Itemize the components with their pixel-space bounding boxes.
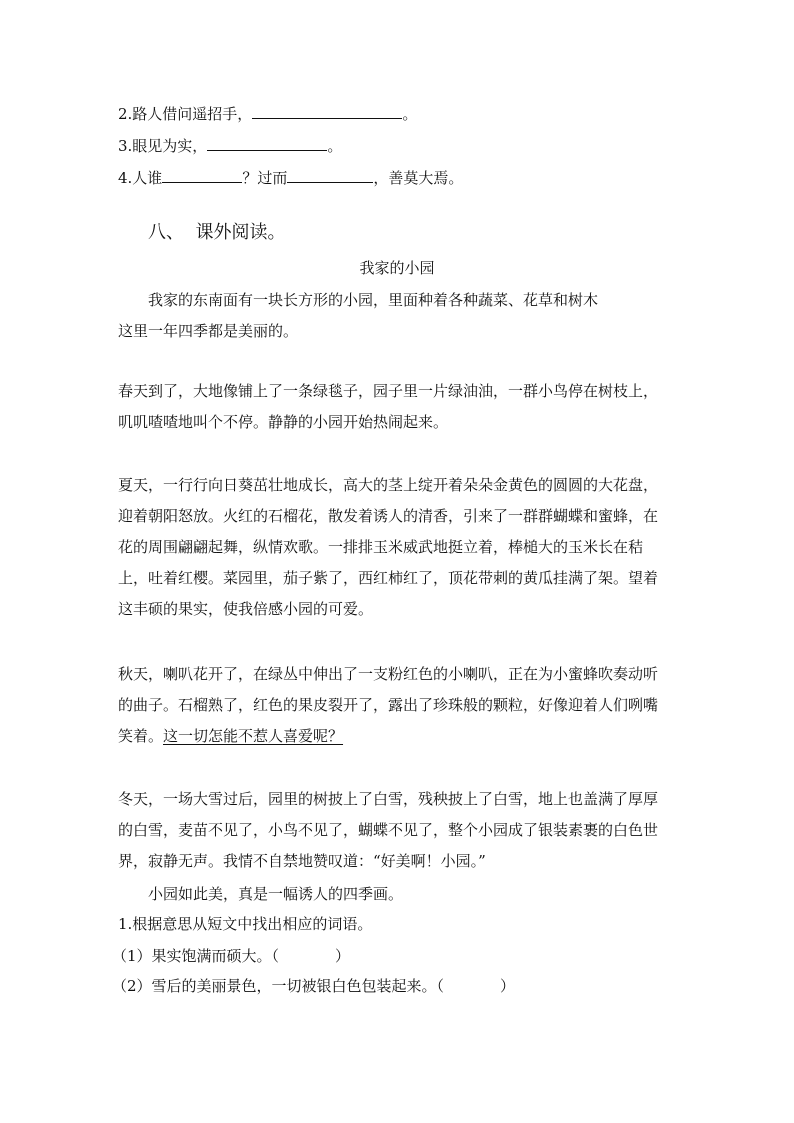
paragraph-spring: 春天到了，大地像铺上了一条绿毯子，园子里一片绿油油，一群小鸟停在树枝上，叽叽喳喳地叫个不停。静静的小园开始热闹起来。	[118, 382, 659, 431]
fill-in-end: 。	[402, 105, 418, 123]
fill-in-end: 。	[327, 137, 343, 155]
fill-in-item-3	[118, 134, 678, 156]
fill-in-text: 3.眼见为实，	[118, 137, 208, 155]
question-1-2	[112, 976, 672, 996]
paragraph-summer: 夏天，一行行向日葵茁壮地成长，高大的茎上绽开着朵朵金黄色的圆圆的大花盘，迎着朝阳怒放。火红的石榴花，散发着诱人的清香，引来了一群群蝴蝶和蜜蜂，在花的周围翩翩起舞，纵情欢歌。一排排玉米威武地挺立着，棒槌大的玉米长在秸上，吐着红樱。菜园里，茄子紫了，西红柿红了，顶花带刺的黄瓜挂满了架。望着这丰硕的果实，使我倍感小园的可爱。	[118, 476, 659, 618]
question-text: （2）雪后的美丽景色，一切被银白色包装起来。（	[112, 977, 445, 995]
intro-line-2: 这里一年四季都是美丽的。	[118, 322, 299, 340]
autumn-text: 秋天，喇叭花开了，在绿丛中伸出了一支粉红色的小喇叭，正在为小蜜蜂吹奏动听的曲子。石榴熟了，红色的果皮裂开了，露出了珍珠般的颗粒，好像迎着人们咧嘴笑着。	[118, 665, 659, 745]
conclusion: 小园如此美，真是一幅诱人的四季画。	[148, 885, 404, 903]
question-1-1	[112, 946, 672, 966]
question-bracket: ）	[500, 977, 516, 995]
fill-in-item-2	[118, 102, 678, 124]
fill-in-end: ，善莫大焉。	[373, 169, 464, 187]
fill-in-text: 2.路人借问遥招手，	[118, 105, 253, 123]
underlined-sentence: 这一切怎能不惹人喜爱呢？	[163, 727, 344, 745]
section-title: 八、 课外阅读。	[148, 222, 286, 243]
fill-in-text: 4.人谁	[118, 169, 163, 187]
question-text: （1）果实饱满而硕大。（	[112, 947, 280, 965]
article-title: 我家的小园	[359, 259, 435, 277]
paragraph-autumn	[118, 659, 666, 752]
intro-line-1: 我家的东南面有一块长方形的小园，里面种着各种蔬菜、花草和树木	[148, 291, 599, 309]
question-bracket: ）	[335, 947, 351, 965]
answer-blank[interactable]	[252, 102, 402, 119]
answer-blank[interactable]	[287, 166, 373, 183]
answer-blank[interactable]	[162, 166, 242, 183]
question-1: 1.根据意思从短文中找出相应的词语。	[118, 915, 373, 933]
paragraph-winter: 冬天，一场大雪过后，园里的树披上了白雪，残秧披上了白雪，地上也盖满了厚厚的白雪，麦苗不见了，小鸟不见了，蝴蝶不见了，整个小园成了银装素裹的白色世界，寂静无声。我情不自禁地赞叹道：“好美啊！小园。”	[118, 790, 659, 870]
fill-in-item-4	[118, 166, 678, 188]
answer-blank[interactable]	[207, 134, 327, 151]
fill-in-text: ？过而	[242, 169, 288, 187]
